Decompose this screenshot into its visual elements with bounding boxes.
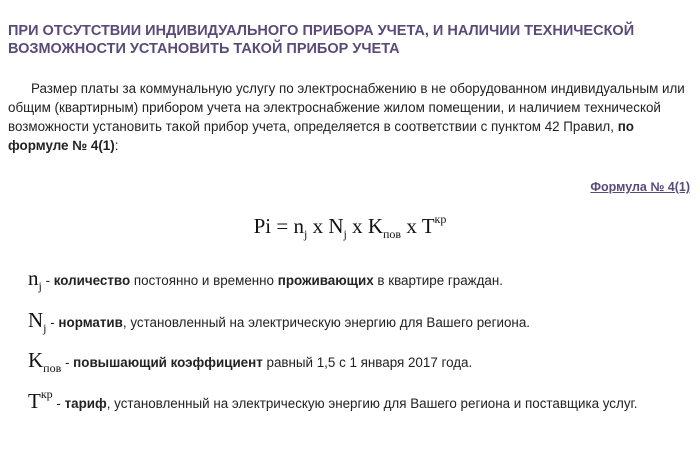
symbol-letter: N: [28, 308, 44, 332]
term-bold: норматив: [58, 315, 123, 330]
term-dash: -: [46, 315, 59, 330]
term-symbol: [28, 348, 62, 375]
term-bold: повышающий коэффициент: [73, 355, 263, 370]
formula-x1: x N: [307, 214, 344, 238]
term-bold: тариф: [64, 396, 107, 411]
symbol-letter: n: [28, 266, 39, 290]
term-text: , установленный на электрическую энергию для Вашего региона и поставщика услуг.: [106, 396, 638, 411]
formula-T-sup: кр: [434, 212, 447, 226]
term-tariff: [28, 387, 696, 414]
term-symbol: [28, 266, 42, 293]
symbol-sub: j: [43, 321, 47, 335]
term-symbol: [28, 389, 53, 413]
term-dash: -: [41, 273, 54, 288]
term-text: в квартире граждан.: [373, 273, 503, 288]
term-residents: [28, 268, 696, 291]
term-norm: [28, 310, 696, 333]
formula-n-sub: j: [303, 227, 308, 241]
symbol-sub: пов: [43, 361, 62, 375]
section-heading: [8, 22, 688, 58]
term-dash: -: [61, 355, 74, 370]
symbol-letter: K: [28, 348, 44, 372]
heading-line-2: ВОЗМОЖНОСТИ УСТАНОВИТЬ ТАКОЙ ПРИБОР УЧЕТА: [8, 41, 400, 57]
intro-paragraph: [8, 79, 694, 155]
heading-line-1: ПРИ ОТСУТСТВИИ ИНДИВИДУАЛЬНОГО ПРИБОРА УЧЕТА, И НАЛИЧИИ ТЕХНИЧЕСКОЙ: [8, 23, 635, 39]
symbol-sup: кр: [40, 387, 53, 401]
formula: [0, 214, 700, 239]
term-text: постоянно и временно: [130, 273, 278, 288]
formula-N-sub: j: [343, 227, 347, 241]
symbol-letter: T: [28, 389, 41, 413]
intro-text: Размер платы за коммунальную услугу по электроснабжению в не оборудованном индивидуальным или общим (квартирным) прибором учета на электроснабжение жилом помещении, и наличием технической возможности установить такой прибор учета, определяется в соответствии с пунктом 42 Правил,: [8, 81, 685, 134]
formula-K-sub: пов: [383, 227, 402, 241]
term-symbol: [28, 308, 47, 335]
term-bold: проживающих: [277, 273, 374, 288]
intro-formula-ref: по формуле № 4(1): [8, 119, 634, 153]
formula-lhs: Pi = n: [253, 214, 304, 238]
intro-end: :: [114, 138, 119, 153]
term-coefficient: [28, 350, 696, 373]
term-bold: количество: [53, 273, 131, 288]
formula-x2: x K: [346, 214, 383, 238]
term-dash: -: [52, 396, 65, 411]
term-text: равный 1,5 с 1 января 2017 года.: [262, 355, 473, 370]
symbol-sub: j: [38, 279, 42, 293]
term-text: , установленный на электрическую энергию для Вашего региона.: [122, 315, 530, 330]
formula-link[interactable]: Формула № 4(1): [590, 180, 690, 194]
formula-x3: x T: [401, 214, 435, 238]
